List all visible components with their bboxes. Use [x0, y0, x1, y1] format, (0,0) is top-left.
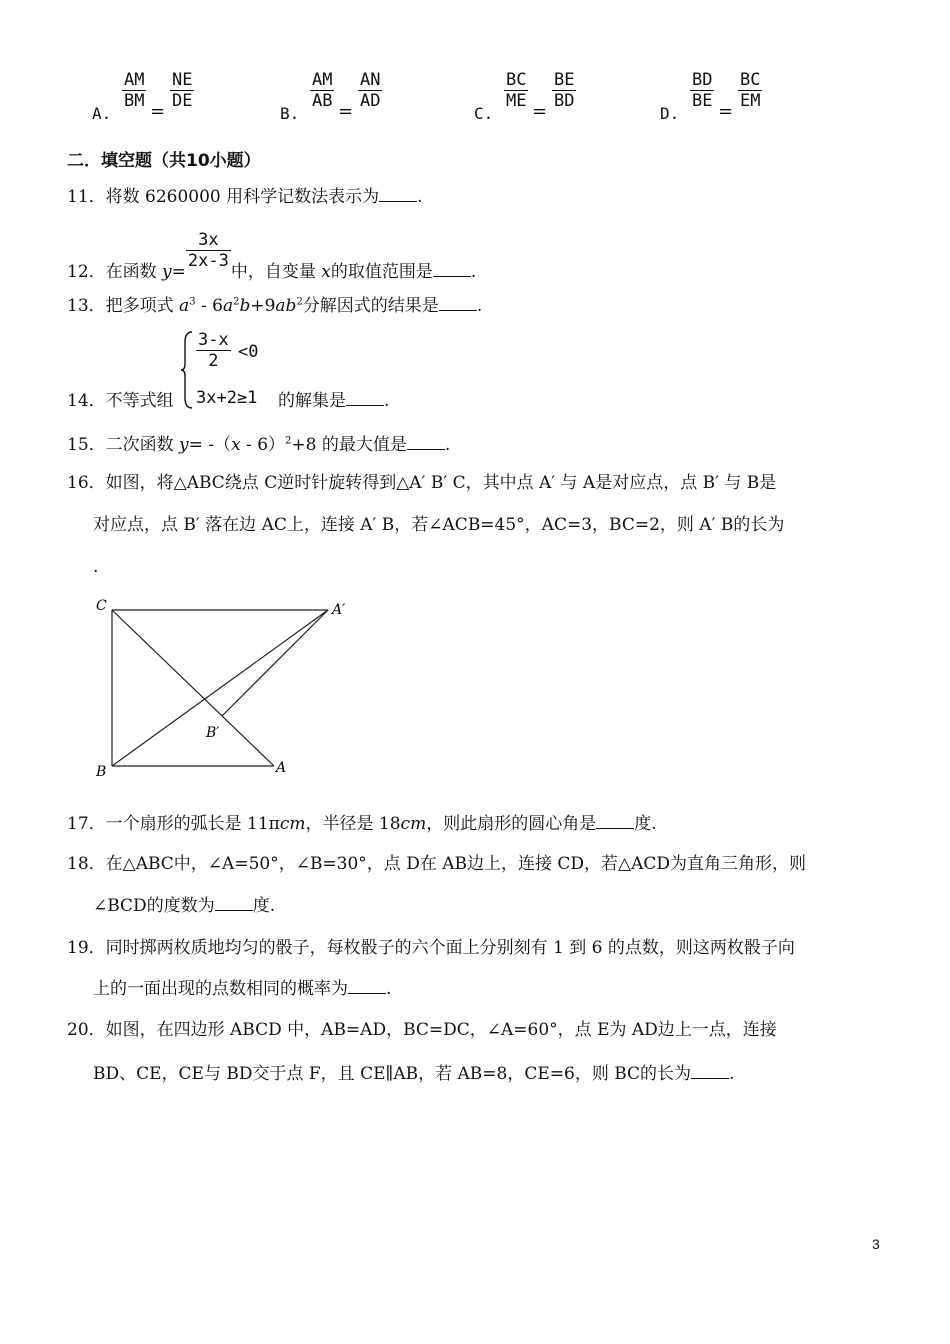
- answer-blank: [691, 1064, 729, 1079]
- question-20-line-1: 20．如图，在四边形 ABCD 中，AB=AD，BC=DC，∠A=60°，点 E为 AD边上一点，连接: [67, 1020, 777, 1040]
- fraction-1: $\frac{BD}{BE}$: [692, 70, 713, 111]
- question-18-line-1: 18．在△ABC中，∠A=50°，∠B=30°，点 D在 AB边上，连接 CD，若△ACD为直角三角形，则: [67, 854, 807, 874]
- fraction-1: $\frac{BC}{ME}$: [506, 70, 527, 111]
- question-16-line-1: 16．如图，将△ABC绕点 C逆时针旋转得到△A′ B′ C，其中点 A′ 与 A是对应点，点 B′ 与 B是: [67, 473, 777, 493]
- question-18-line-2: ∠BCD的度数为 度.: [93, 896, 276, 916]
- question-17: 17．一个扇形的弧长是 11πcm，半径是 18cm，则此扇形的圆心角是 度.: [67, 814, 657, 834]
- segment-ba-prime: [112, 610, 328, 766]
- fraction-1: $\frac{AM}{AB}$: [312, 70, 333, 111]
- left-brace-icon: [180, 330, 194, 410]
- rotation-figure: [90, 592, 370, 792]
- question-14-tail: 的解集是 .: [278, 391, 390, 411]
- fraction-1: $\frac{AM}{BM}$: [124, 70, 145, 111]
- option-label: C.: [474, 104, 494, 123]
- inequality-1-relation: <0: [238, 342, 259, 362]
- equals-sign: =: [532, 101, 548, 122]
- label-a-prime: A′: [332, 602, 346, 618]
- question-16-line-3: .: [93, 557, 99, 577]
- page-number: 3: [872, 1236, 880, 1252]
- answer-blank: [379, 187, 417, 202]
- equals-sign: =: [718, 101, 734, 122]
- question-14: 14．不等式组: [67, 391, 174, 411]
- label-b-prime: B′: [206, 725, 220, 741]
- question-12: 12．在函数 y= $\frac{3x}{2x-3}$ 中，自变量 x的取值范围是 .: [67, 230, 477, 282]
- answer-blank: [348, 979, 386, 994]
- answer-blank: [433, 262, 471, 277]
- section-title: 二．填空题（共10小题）: [67, 151, 261, 171]
- fraction-2: $\frac{BE}{BD}$: [554, 70, 575, 111]
- question-19-line-1: 19．同时掷两枚质地均匀的骰子，每枚骰子的六个面上分别刻有 1 到 6 的点数，则这两枚骰子向: [67, 938, 795, 958]
- answer-blank: [439, 296, 477, 311]
- question-16-line-2: 对应点，点 B′ 落在边 AC上，连接 A′ B，若∠ACB=45°，AC=3，BC=2，则 A′ B的长为: [93, 515, 785, 535]
- option-label: D.: [660, 104, 680, 123]
- fraction-2: $\frac{BC}{EM}$: [740, 70, 761, 111]
- question-11: 11．将数 6260000 用科学记数法表示为 .: [67, 187, 423, 207]
- equals-sign: =: [338, 101, 354, 122]
- label-c: C: [96, 598, 107, 614]
- question-13: 13．把多项式 $a^3 - 6a^2b+9ab^2$分解因式的结果是 .: [67, 296, 483, 316]
- answer-blank: [596, 814, 634, 829]
- answer-blank: [215, 896, 253, 911]
- inequality-2: 3x+2≥1: [196, 388, 258, 408]
- equals-sign: =: [150, 101, 166, 122]
- fraction-2: $\frac{AN}{AD}$: [360, 70, 381, 111]
- label-b: B: [96, 764, 107, 780]
- question-19-line-2: 上的一面出现的点数相同的概率为 .: [93, 979, 392, 999]
- segment-b-prime-a-prime: [222, 610, 328, 716]
- question-15: 15．二次函数 y= -（x - 6）$^2$+8 的最大值是 .: [67, 435, 451, 455]
- function-fraction: $\frac{3x}{2x-3}$: [187, 230, 229, 271]
- option-label: B.: [280, 104, 300, 123]
- question-20-line-2: BD、CE，CE与 BD交于点 F，且 CE∥AB，若 AB=8，CE=6，则 BC的长为 .: [93, 1064, 735, 1084]
- answer-blank: [346, 391, 384, 406]
- fraction-2: $\frac{NE}{DE}$: [172, 70, 193, 111]
- answer-blank: [407, 435, 445, 450]
- label-a: A: [276, 760, 287, 776]
- inequality-1-fraction: $\frac{3-x}{2}$: [198, 330, 229, 371]
- option-label: A.: [92, 104, 112, 123]
- inequality-system: [180, 330, 280, 412]
